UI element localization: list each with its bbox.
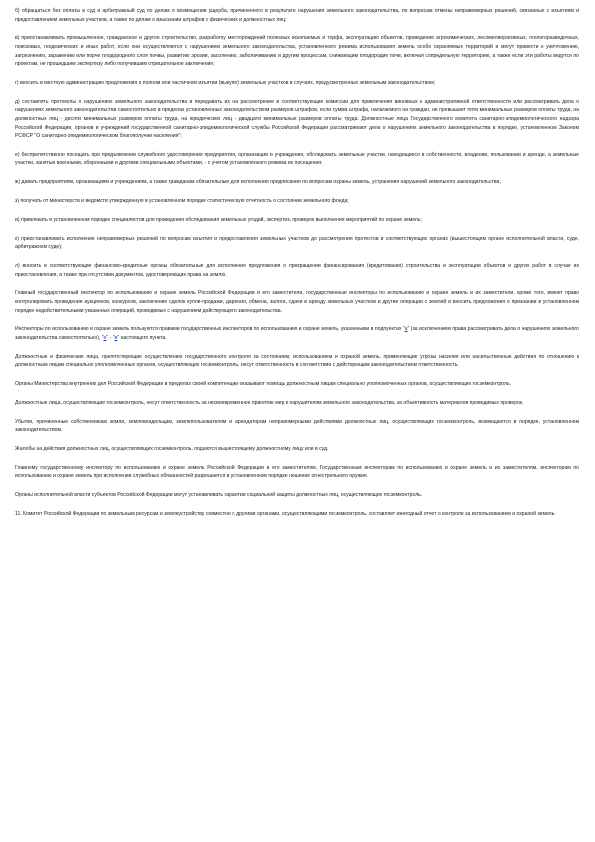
paragraph-d: д) составлять протоколы о нарушениях земельного законодательства и передавать их на рассмотрение в соответствующие комиссии для привлечения виновных к административной ответственности или рассматривать дела о нарушениях земельного законодательства самостоятельно в пределах установленных законодательством размеров штрафов, если сумма штрафа, налагаемого на граждан, не превышает пяти минимальных размеров оплаты труда, на должностных лиц - десяти минимальных размеров оплаты труда, на юридических лиц - двадцати минимальных размеров оплаты труда. Должностные лица Государственного комитета санитарно-эпидемиологического надзора Российской Федерации, органов и учреждений государственной санитарно-эпидемиологической службы Российской Федерации рассматривают дела о нарушениях земельного законодательства в порядке, установленном Законом РСФСР "О санитарно-эпидемиологическом благополучии населения";	[15, 98, 579, 140]
inspectors-rights-text-3: " - "	[106, 334, 115, 341]
paragraph-chief-inspector-rights: Главный государственный инспектор по использованию и охране земель Российской Федерации и его заместители, государственные инспекторы по использованию и охране земель и их заместители, кроме того, имеют право контролировать проведение аукционов, конкурсов, заключение сделок купли-продажи, дарения, обмена, залога, сдачи в аренду земельных участков и другие операции с землей и вносить предложения о признании в установленном порядке недействительными указанных операций, проводимых с нарушением действующего законодательства.	[15, 290, 579, 314]
paragraph-g: г) вносить в местную администрацию предложения о полном или частичном изъятии (выкупе) земельных участков в случаях, предусмотренных земельным законодательством;	[15, 79, 436, 86]
paragraph-i: и) привлекать в установленном порядке специалистов для проведения обследования земельных угодий, экспертиз, проверок выполнения мероприятий по охране земель;	[15, 216, 422, 223]
paragraph-k: к) приостанавливать исполнение неправомерных решений по вопросам изъятия и предоставления земельных участков до рассмотрения протестов в соответствующих органах (вышестоящем органе исполнительной власти, суде, арбитражном суде);	[15, 235, 579, 251]
paragraph-l: л) вносить в соответствующие финансово-кредитные органы обязательные для исполнения предложения о прекращении финансирования (кредитования) строительства и эксплуатации объектов и других работ в случае их приостановления, а также при отсутствии документов, удостоверяющих права на землю.	[15, 262, 579, 278]
paragraph-b: б) обращаться без оплаты в суд и арбитражный суд по делам о возмещении ущерба, причиненного в результате нарушения земельного законодательства, по вопросам отмены неправомерных решений, связанных с изъятием и предоставлением земельных участков, а также по делам о взыскании штрафов с физических и должностных лиц;	[15, 8, 579, 23]
paragraph-officials-liability: Должностные лица, осуществляющие госземконтроль, несут ответственность за несвоевременное принятие мер к нарушителям земельного законодательства, за объективность материалов проводимых проверок.	[15, 399, 524, 406]
inspectors-rights-text-1: Инспекторы по использованию и охране земель пользуются правами государственных инспекторов по использованию и охране земель, указанными в подпунктах "	[15, 326, 405, 333]
paragraph-zh: ж) давать предприятиям, организациям и учреждениям, а также гражданам обязательные для исполнения предписания по вопросам охраны земель, устранения нарушений земельного законодательства;	[15, 179, 501, 186]
paragraph-firearms: Главному государственному инспектору по использованию и охране земель Российской Федерации и его заместителям, Государственным инспекторам по использованию и охране земель и их заместителям, инспекторам по использованию и охране земель при исполнении служебных обязанностей разрешается в установленном порядке ношение огнестрельного оружия.	[15, 464, 579, 480]
paragraph-v: в) приостанавливать промышленное, гражданское и другое строительство, разработку месторождений полезных ископаемых и торфа, эксплуатацию объектов, проведение агрохимических, лесомелиоративных, геологоразведочных, поисковых, геодезических и иных работ, если они осуществляются с нарушением земельного законодательства, установленного режима использования земель особо охраняемых территорий и могут привести к уничтожению, загрязнению, заражению или порче плодородного слоя почвы, развитию эрозии, засолению, заболачиванию и другим процессам, снижающим плодородие почв, включая сопредельную территорию, а также если эти работы ведутся по проектам, не прошедшим экспертизу либо получившим отрицательное заключение;	[15, 35, 579, 68]
inspectors-rights-text-2: " (за исключением права рассматривать дела о нарушениях земельного законодательства самостоятельно), "	[15, 326, 580, 341]
paragraph-z: з) получать от министерств и ведомств утвержденную в установленном порядке статистическую отчетность о состоянии земельного фонда;	[15, 198, 349, 205]
subitem-i-link[interactable]: и	[114, 334, 118, 341]
paragraph-complaints: Жалобы на действия должностных лиц, осуществляющих госземконтроль, подаются вышестоящему должностному лицу или в суд.	[15, 446, 329, 452]
paragraph-damages: Убытки, причиненные собственникам земли, землевладельцам, землепользователям и арендаторам неправомерными действиями должностных лиц, осуществляющих госземконтроль, возмещаются в порядке, установленном законодательством.	[15, 418, 579, 434]
paragraph-inspectors-rights	[15, 325, 579, 342]
paragraph-mvd-assistance: Органы Министерства внутренних дел Российской Федерации в пределах своей компетенции оказывают помощь должностным лицам специально уполномоченных органов, осуществляющих госземконтроль.	[15, 381, 512, 388]
subitem-e-link[interactable]: е	[103, 334, 107, 341]
inspectors-rights-text-4: " настоящего пункта.	[117, 334, 167, 341]
paragraph-social-guarantees: Органы исполнительной власти субъектов Российской Федерации могут устанавливать гарантии социальной защиты должностных лиц, осуществляющих госземконтроль.	[15, 492, 423, 499]
subitem-a-link[interactable]: а	[404, 326, 408, 333]
paragraph-11-annual-report: 11. Комитет Российской Федерации по земельным ресурсам и землеустройству совместно с другими органами, осуществляющими госземконтроль, составляет ежегодный отчет о контроле за использованием и охраной земель.	[15, 510, 556, 517]
paragraph-obstruction-liability: Должностные и физические лица, препятствующие осуществлению государственного контроля за состоянием, использованием и охраной земель, применяющие угрозы насилия или насильственные действия по отношению к должностным лицам специально уполномоченных органов, осуществляющих госземконтроль, несут ответственность в соответствии с действующим законодательством ответственность.	[15, 353, 579, 369]
paragraph-e: е) беспрепятственно посещать при предъявлении служебного удостоверения предприятия, организации и учреждения, обследовать земельные участки, находящиеся в собственности, владении, пользовании и аренде, а земельные участки, занятые военными, оборонными и другими специальными объектами, - с учетом установленного режима их посещения;	[15, 151, 579, 167]
